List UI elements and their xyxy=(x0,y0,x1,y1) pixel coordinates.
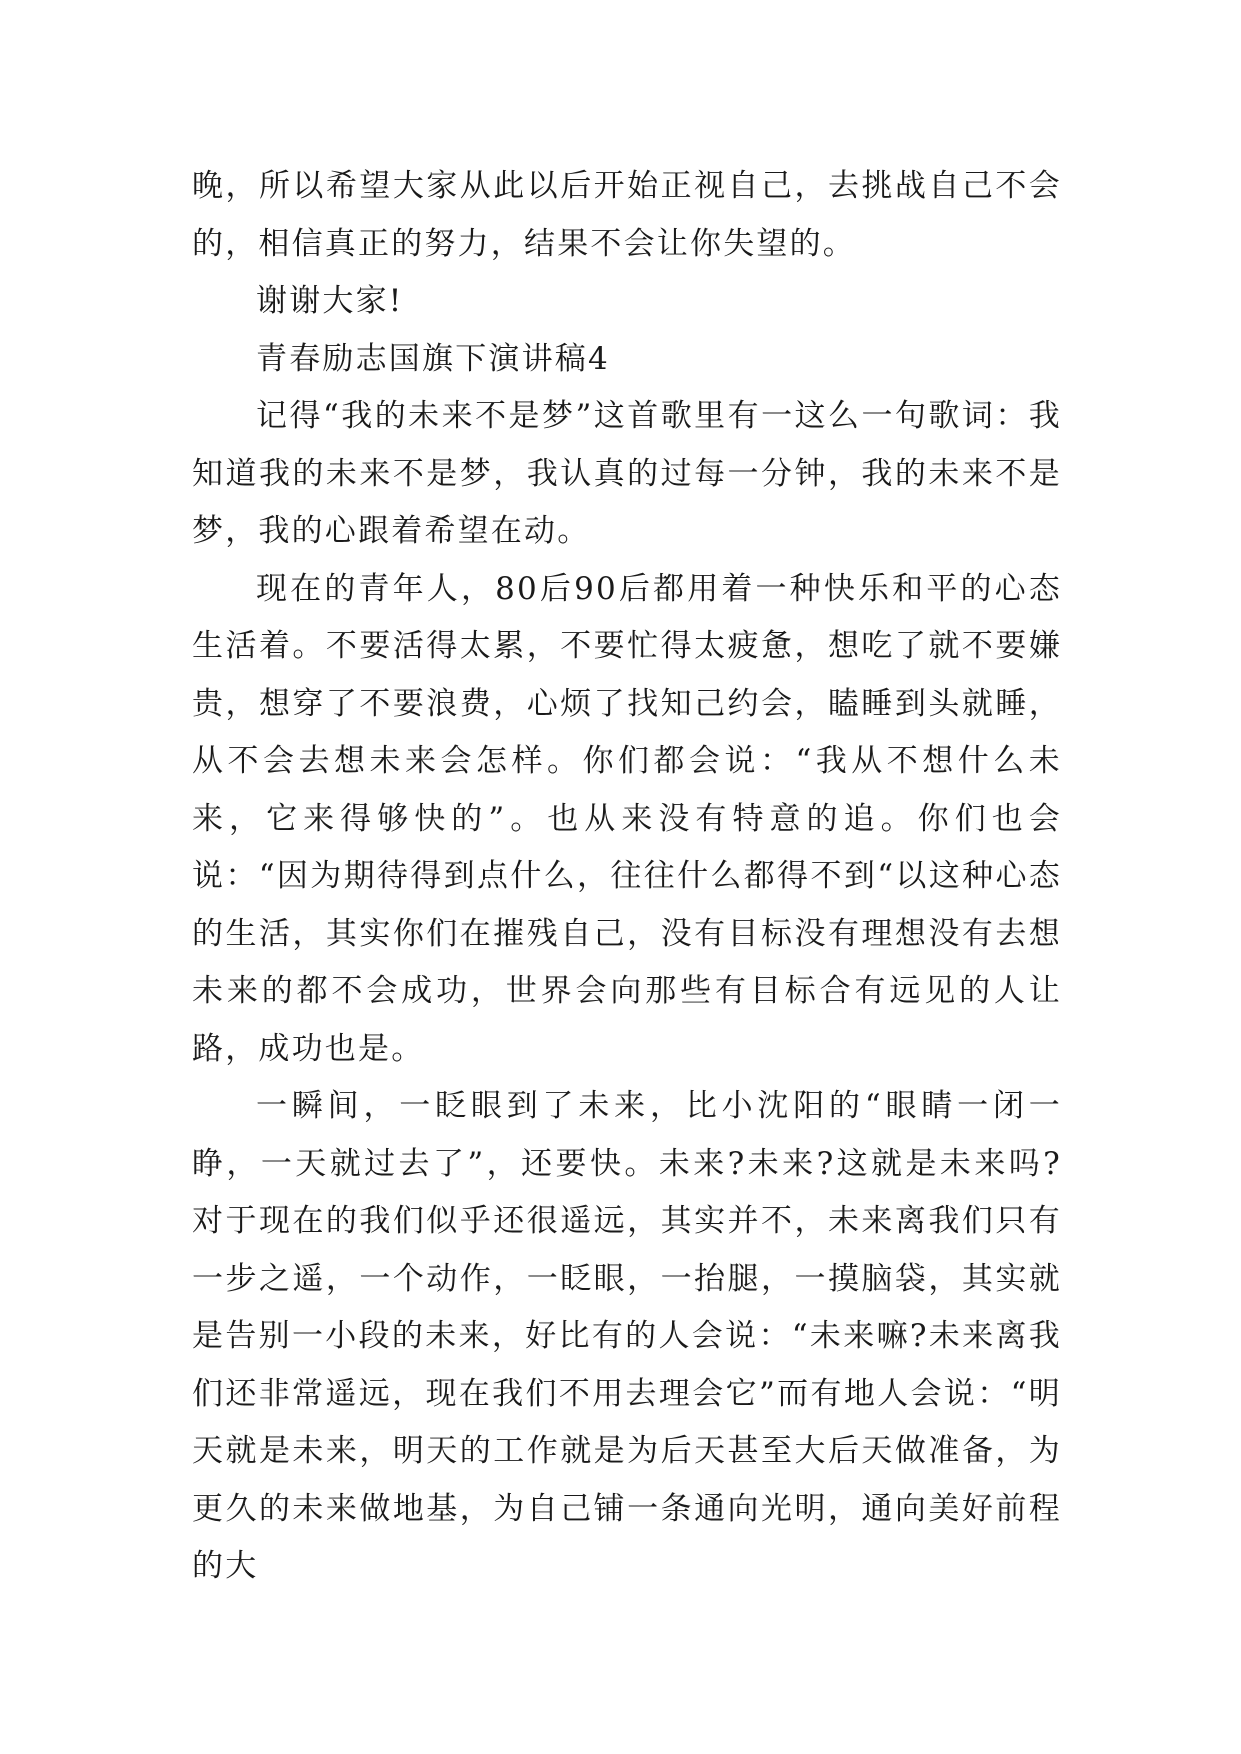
paragraph-song-lyrics: 记得“我的未来不是梦”这首歌里有一这么一句歌词：我知道我的未来不是梦，我认真的过每一分钟，我的未来不是梦，我的心跟着希望在动。 xyxy=(192,398,1062,549)
paragraph-continuation: 晚，所以希望大家从此以后开始正视自己，去挑战自己不会的，相信真正的努力，结果不会让你失望的。 xyxy=(192,168,1062,262)
document-body xyxy=(192,158,1062,1596)
section-heading: 青春励志国旗下演讲稿4 xyxy=(256,340,610,377)
paragraph-future: 一瞬间，一眨眼到了未来，比小沈阳的“眼睛一闭一睁，一天就过去了”，还要快。未来?未来?这就是未来吗?对于现在的我们似乎还很遥远，其实并不，未来离我们只有一步之遥，一个动作，一眨眼，一抬腿，一摸脑袋，其实就是告别一小段的未来，好比有的人会说：“未来嘛?未来离我们还非常遥远，现在我们不用去理会它”而有地人会说：“明天就是未来，明天的工作就是为后天甚至大后天做准备，为更久的未来做地基，为自己铺一条通向光明，通向美好前程的大 xyxy=(192,1088,1062,1584)
paragraph-thanks: 谢谢大家! xyxy=(256,283,404,319)
paragraph-youth-attitude: 现在的青年人，80后90后都用着一种快乐和平的心态生活着。不要活得太累，不要忙得太疲惫，想吃了就不要嫌贵，想穿了不要浪费，心烦了找知己约会，瞌睡到头就睡，从不会去想未来会怎样。你们都会说：“我从不想什么未来，它来得够快的”。也从来没有特意的追。你们也会说：“因为期待得到点什么，往往什么都得不到“以这种心态的生活，其实你们在摧残自己，没有目标没有理想没有去想未来的都不会成功，世界会向那些有目标合有远见的人让路，成功也是。 xyxy=(192,570,1062,1067)
